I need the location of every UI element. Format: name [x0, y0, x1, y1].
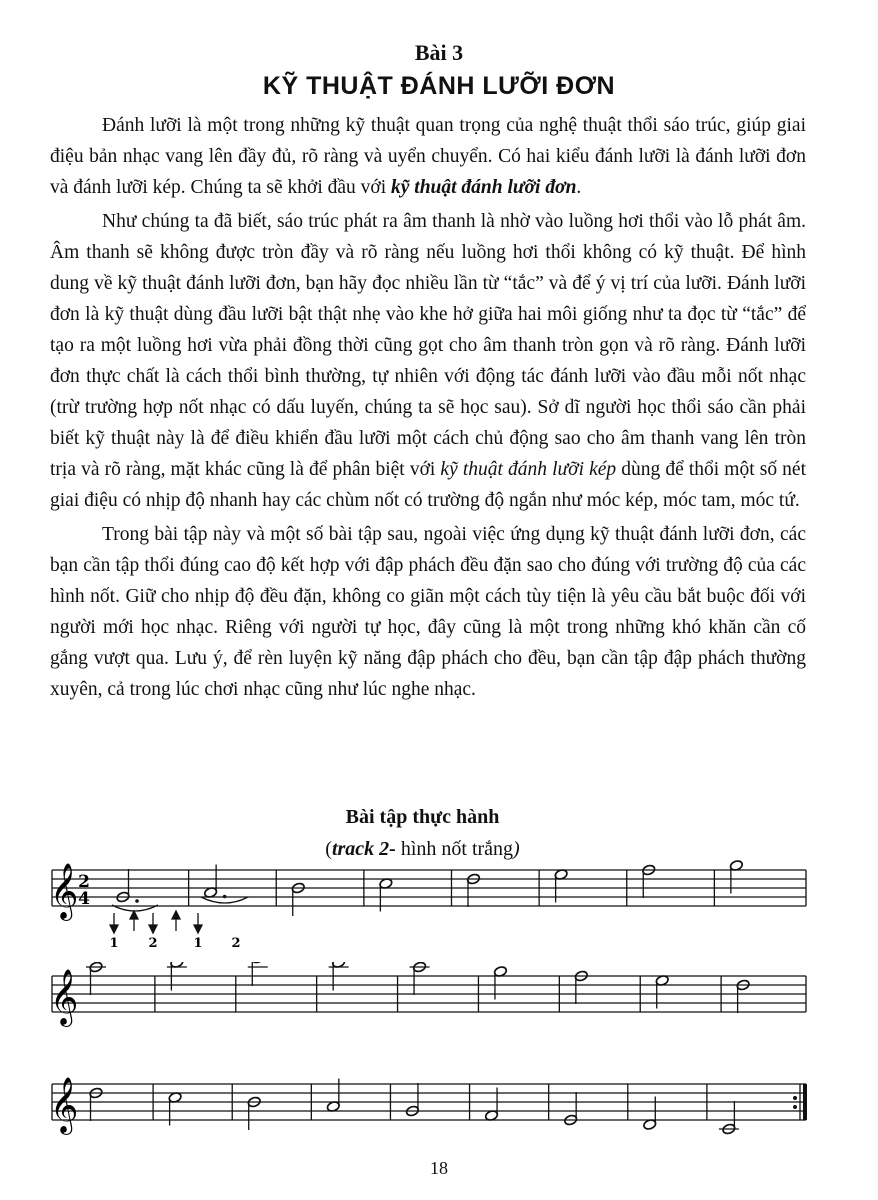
half-note [574, 970, 588, 1004]
page-title: KỸ THUẬT ĐÁNH LƯỠI ĐƠN [262, 72, 616, 100]
half-note [247, 1096, 261, 1130]
treble-clef-icon: 𝄞 [50, 863, 79, 919]
half-note [642, 864, 656, 898]
half-note [291, 882, 305, 916]
beat-label: 2 [231, 936, 241, 951]
half-note [736, 979, 750, 1013]
breath-arrows [110, 911, 202, 933]
beat-label: 1 [109, 936, 119, 951]
half-note [248, 962, 268, 986]
subtitle-close: ) [513, 838, 520, 860]
half-note [86, 962, 106, 995]
time-signature-top: 2 [78, 872, 90, 892]
subtitle-open: ( [325, 838, 332, 860]
staff-line-3 [0, 1070, 878, 1160]
paragraph-1-text: Đánh lưỡi là một trong những kỹ thuật quan trọng của nghệ thuật thổi sáo trúc, giúp giai điệu bản nhạc vang lên đầy đủ, rõ ràng và uyển chuyển. Có hai kiểu đánh lưỡi là đánh lưỡi đơn và đánh lưỡi kép. Chúng ta sẽ khởi đầu với [50, 115, 806, 198]
lesson-label: Bài 3 [414, 40, 464, 65]
half-note [564, 1092, 578, 1126]
half-note [466, 873, 480, 907]
paragraph-3 [50, 519, 806, 705]
paragraph-2-text: Như chúng ta đã biết, sáo trúc phát ra âm thanh là nhờ vào luồng hơi thổi vào lỗ phát âm. Âm thanh sẽ không được tròn đầy và rõ ràng nếu luồng hơi thổi không có kỹ thuật. Để hình dung về kỹ thuật đánh lưỡi đơn, bạn hãy đọc nhiều lần từ “tắc” và để ý vị trí của lưỡi. Đánh lưỡi đơn là kỹ thuật dùng đầu lưỡi bật thật nhẹ vào khe hở giữa hai môi giống như ta đọc từ “tắc” để tạo ra một luồng hơi vừa phải đồng thời cũng gọt cho âm thanh tròn gọn và rõ ràng. Đánh lưỡi đơn thực chất là cách thổi bình thường, tự nhiên với động tác đánh lưỡi vào đầu mỗi nốt nhạc (trừ trường hợp nốt nhạc có dấu luyến, chúng ta sẽ học sau). Sở dĩ người học thổi sáo cần phải biết kỹ thuật này là để điều khiển đầu lưỡi một cách chủ động sao cho âm thanh vang lên tròn trịa và rõ ràng, mặt khác cũng là để phân biệt với [50, 211, 806, 480]
half-note [410, 962, 430, 995]
half-note [405, 1083, 419, 1117]
paragraph-1-emphasis: kỹ thuật đánh lưỡi đơn [391, 177, 577, 198]
treble-clef-icon: 𝄞 [50, 1077, 79, 1133]
paragraph-3-text: Trong bài tập này và một số bài tập sau, ngoài việc ứng dụng kỹ thuật đánh lưỡi đơn, các bạn cần tập thổi đúng cao độ kết hợp với đập phách đều đặn sao cho đúng với trường độ của các hình nốt. Giữ cho nhịp độ đều đặn, không co giãn một cách tùy tiện là yêu cầu bắt buộc đối với người mới học nhạc. Riêng với người tự học, đây cũng là một trong những khó khăn cần cố gắng vượt qua. Lưu ý, để rèn luyện kỹ năng đập phách cho đều, bạn cần tập đập phách thường xuyên, cả trong lúc chơi nhạc cũng như lúc nghe nhạc. [50, 524, 806, 700]
paragraph-2-end: dùng để thổi một số nét giai điệu có nhịp độ nhanh hay các chùm nốt có trường độ ngắn như móc kép, móc tam, móc tứ. [50, 459, 806, 511]
half-note [116, 869, 139, 903]
paragraph-2 [50, 206, 806, 516]
half-note [719, 1101, 739, 1135]
beat-label: 1 [193, 936, 203, 951]
staff-line-1 [0, 855, 878, 955]
subtitle-text: hình nốt trắng [395, 838, 514, 860]
body-text [50, 110, 806, 705]
time-signature-bottom: 4 [78, 889, 90, 909]
half-note [89, 1087, 103, 1121]
exercise-title: Bài tập thực hành [345, 806, 500, 828]
paragraph-2-emphasis: kỹ thuật đánh lưỡi kép [440, 459, 617, 480]
paragraph-1-end: . [576, 177, 582, 198]
staff-line-2 [0, 962, 878, 1042]
page-number: 18 [430, 1158, 448, 1178]
paragraph-1 [50, 110, 806, 203]
subtitle-track: track 2- [331, 838, 396, 860]
treble-clef-icon: 𝄞 [50, 969, 79, 1025]
beat-label: 2 [148, 936, 158, 951]
